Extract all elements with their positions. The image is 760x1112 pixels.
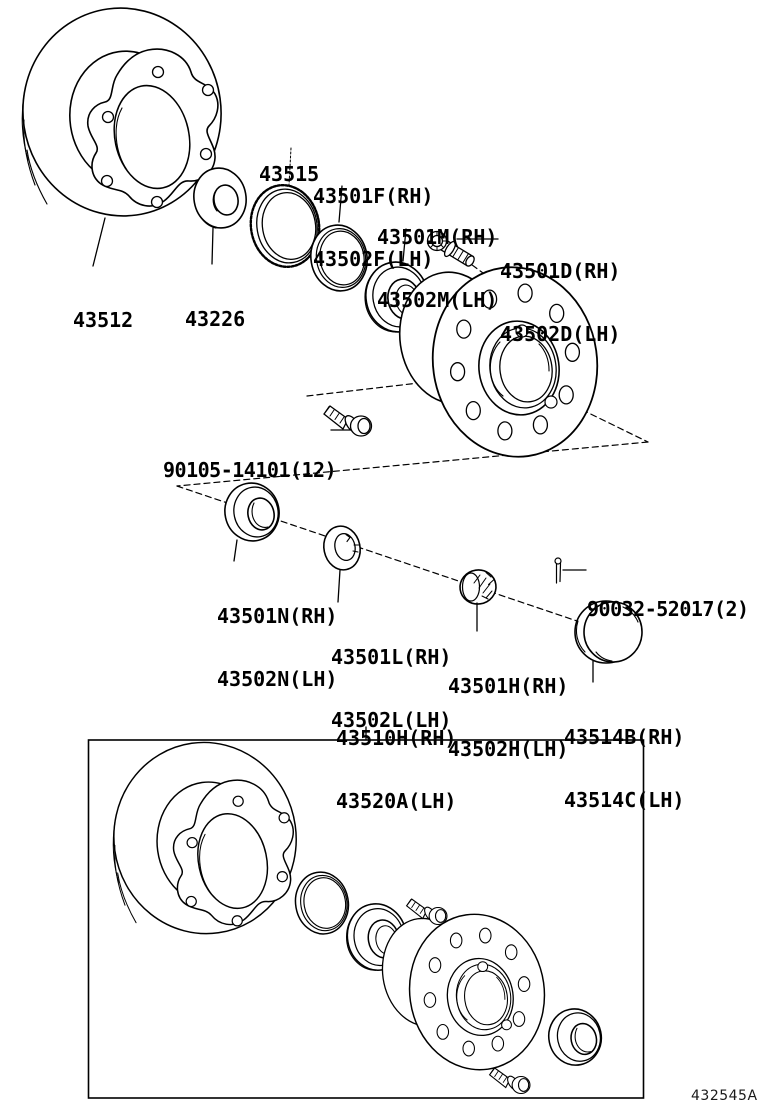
part-number: 43501H(RH) xyxy=(448,674,569,698)
part-number: 43502N(LH) xyxy=(217,667,338,691)
part-label-43501M xyxy=(377,185,497,332)
part-number: 43501D(RH) xyxy=(500,259,621,283)
part-number: 43501M(RH) xyxy=(377,225,498,249)
part-number: 43510H(RH) xyxy=(336,726,457,750)
diagram-code: 432545A xyxy=(691,1088,758,1104)
part-number: 43502D(LH) xyxy=(500,322,621,346)
bearing-3 xyxy=(544,1004,607,1070)
disc-assembly-2 xyxy=(102,731,309,946)
part-number: 90032-52017(2) xyxy=(587,597,749,621)
part-label-43514B xyxy=(564,685,684,832)
part-number: 43501L(RH) xyxy=(331,645,452,669)
part-number: 43502L(LH) xyxy=(331,708,452,732)
part-number: 43514B(RH) xyxy=(564,725,685,749)
part-label-43515 xyxy=(259,122,319,206)
lock-nut-h xyxy=(458,568,498,607)
part-number: 43512 xyxy=(73,308,134,332)
part-number: 43501N(RH) xyxy=(217,604,338,628)
part-label-43501D xyxy=(500,219,620,366)
hub-bolt-3 xyxy=(490,1068,530,1094)
part-label-43226 xyxy=(185,267,245,351)
part-label-43501H xyxy=(448,634,568,781)
part-number: 43226 xyxy=(185,307,246,331)
part-number: 43502F(LH) xyxy=(313,247,434,271)
part-number: 43502H(LH) xyxy=(448,737,569,761)
part-number: 90105-14101(12) xyxy=(163,458,337,482)
part-number: 43515 xyxy=(259,162,320,186)
part-label-90105 xyxy=(163,418,336,502)
seal-ring-2 xyxy=(291,868,354,938)
part-number: 43502M(LH) xyxy=(377,288,498,312)
part-label-43501N xyxy=(217,564,337,711)
part-label-43512 xyxy=(73,268,133,352)
part-label-43510H xyxy=(336,686,456,833)
part-number: 43520A(LH) xyxy=(336,789,457,813)
cotter-pin-90032 xyxy=(555,558,561,583)
part-number: 43501F(RH) xyxy=(313,184,434,208)
axle-hub-2 xyxy=(376,906,555,1079)
part-label-90032 xyxy=(587,557,749,641)
part-number: 43514C(LH) xyxy=(564,788,685,812)
